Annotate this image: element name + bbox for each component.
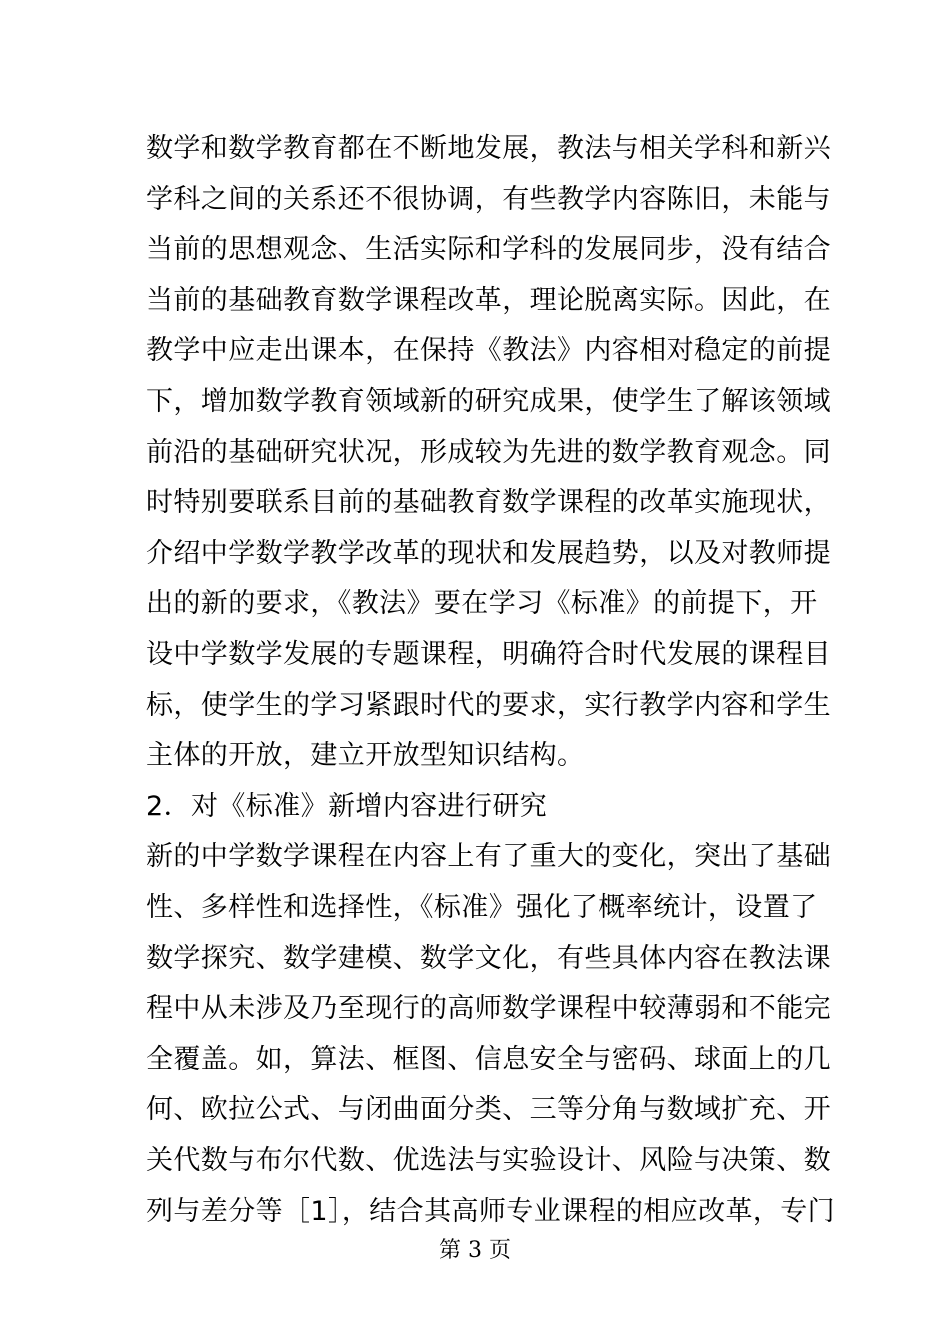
paragraph-line: 标，使学生的学习紧跟时代的要求，实行教学内容和学生 xyxy=(146,690,831,721)
paragraph-line: 数学和数学教育都在不断地发展，教法与相关学科和新兴 xyxy=(146,133,831,164)
paragraph-line: 设中学数学发展的专题课程，明确符合时代发展的课程目 xyxy=(146,639,831,670)
paragraph-line: 教学中应走出课本，在保持《教法》内容相对稳定的前提 xyxy=(146,335,831,366)
paragraph-line: 数学探究、数学建模、数学文化，有些具体内容在教法课 xyxy=(146,943,831,974)
paragraph-line: 程中从未涉及乃至现行的高师数学课程中较薄弱和不能完 xyxy=(146,993,831,1024)
paragraph-line: 当前的思想观念、生活实际和学科的发展同步，没有结合 xyxy=(146,234,831,265)
paragraph-line: 关代数与布尔代数、优选法与实验设计、风险与决策、数 xyxy=(146,1145,831,1176)
section-heading: 2．对《标准》新增内容进行研究 xyxy=(146,791,548,822)
paragraph-line: 列与差分等［1］，结合其高师专业课程的相应改革，专门 xyxy=(146,1196,836,1227)
paragraph-line: 全覆盖。如，算法、框图、信息安全与密码、球面上的几 xyxy=(146,1044,831,1075)
paragraph-line: 学科之间的关系还不很协调，有些教学内容陈旧，未能与 xyxy=(146,184,831,215)
paragraph-line: 介绍中学数学教学改革的现状和发展趋势，以及对教师提 xyxy=(146,538,831,569)
paragraph-line: 新的中学数学课程在内容上有了重大的变化，突出了基础 xyxy=(146,841,831,872)
page-number: 第 3 页 xyxy=(439,1238,511,1263)
paragraph-line: 何、欧拉公式、与闭曲面分类、三等分角与数域扩充、开 xyxy=(146,1094,831,1125)
paragraph-line: 出的新的要求，《教法》要在学习《标准》的前提下，开 xyxy=(146,588,818,619)
paragraph-line: 当前的基础教育数学课程改革，理论脱离实际。因此，在 xyxy=(146,285,831,316)
paragraph-line: 下，增加数学教育领域新的研究成果，使学生了解该领域 xyxy=(146,386,831,417)
paragraph-line: 主体的开放，建立开放型知识结构。 xyxy=(146,740,585,771)
paragraph-line: 前沿的基础研究状况，形成较为先进的数学教育观念。同 xyxy=(146,437,831,468)
paragraph-line: 性、多样性和选择性，《标准》强化了概率统计，设置了 xyxy=(146,892,818,923)
paragraph-line: 时特别要联系目前的基础教育数学课程的改革实施现状， xyxy=(146,487,831,518)
